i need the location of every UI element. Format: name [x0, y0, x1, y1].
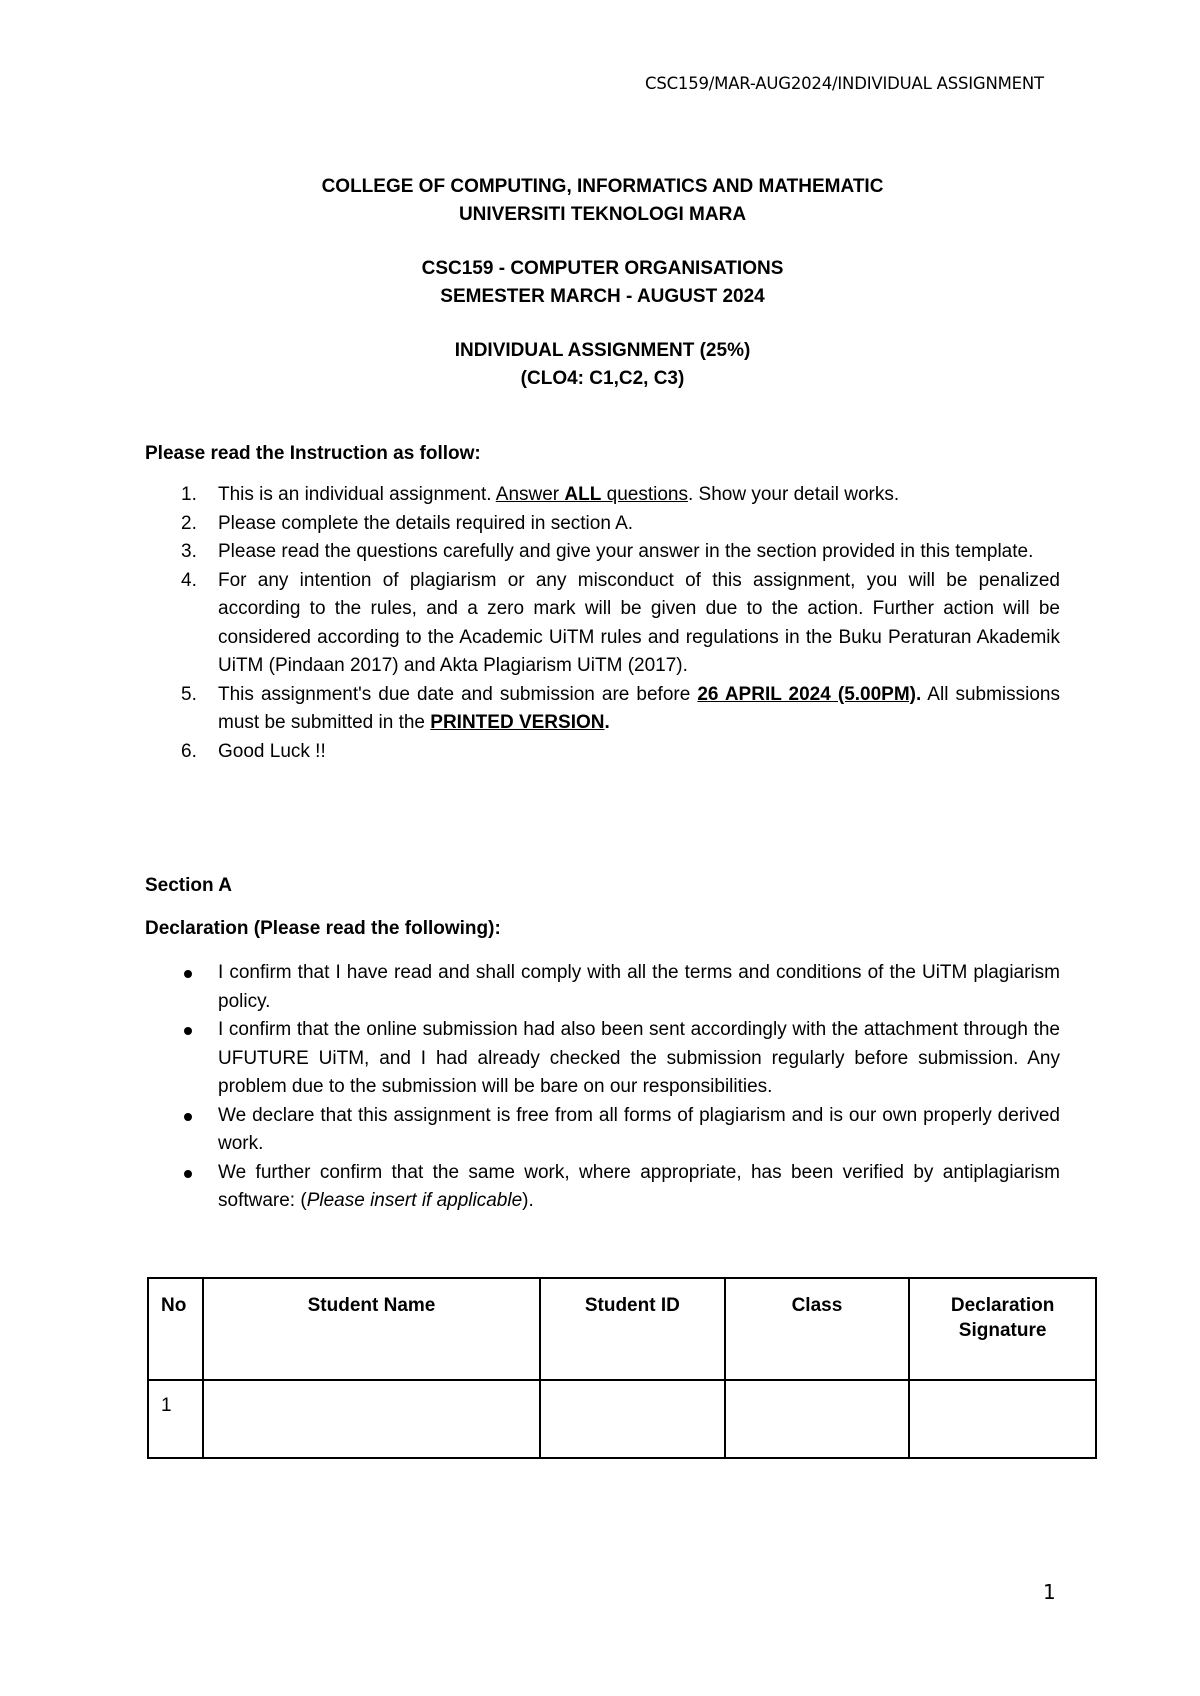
col-header-student-id: Student ID [540, 1278, 725, 1380]
cell-signature [909, 1380, 1096, 1458]
bullet-icon [184, 1170, 192, 1178]
cell-student-name [203, 1380, 540, 1458]
instruction-item: 5. This assignment's due date and submission are before 26 APRIL 2024 (5.00PM). All submissions must be submitted in the PRINTED VERSION. [181, 683, 1061, 733]
col-header-no: No [148, 1278, 203, 1380]
instruction-item: 3. Please read the questions carefully and give your answer in the section provided in this template. [181, 541, 1034, 562]
declaration-item: We declare that this assignment is free from all forms of plagiarism and is our own properly derived work. [145, 1102, 1060, 1159]
instruction-item: 4. For any intention of plagiarism or any misconduct of this assignment, you will be penalized according to the rules, and a zero mark will be given due to the action. Further action will be considered according to the Academic UiTM rules and regulations in the Buku Peraturan Akademik UiTM (Pindaan 2017) and Akta Plagiarism UiTM (2017). [181, 569, 1060, 676]
bullet-icon [184, 970, 192, 978]
assignment-title: INDIVIDUAL ASSIGNMENT (25%) [454, 340, 751, 361]
col-header-declaration-signature: Declaration Signature [909, 1278, 1096, 1380]
col-header-class: Class [725, 1278, 910, 1380]
running-header: CSC159/MAR-AUG2024/INDIVIDUAL ASSIGNMENT [645, 74, 1044, 93]
cell-no: 1 [148, 1380, 203, 1458]
table-header-row [148, 1278, 1096, 1380]
col-header-student-name: Student Name [203, 1278, 540, 1380]
instruction-item: 1. This is an individual assignment. Answer ALL questions. Show your detail works. [181, 484, 900, 505]
college-name: COLLEGE OF COMPUTING, INFORMATICS AND MATHEMATIC [321, 176, 884, 197]
document-title-block [145, 173, 1060, 393]
declarations-list [145, 959, 1060, 1216]
declaration-heading: Declaration (Please read the following): [145, 918, 501, 939]
instruction-item: 6. Good Luck !! [181, 740, 326, 762]
instructions-heading: Please read the Instruction as follow: [145, 443, 481, 464]
bullet-icon [184, 1113, 192, 1121]
section-a-title: Section A [145, 875, 232, 896]
instructions-list [145, 481, 1060, 766]
university-name: UNIVERSITI TEKNOLOGI MARA [458, 204, 747, 225]
student-declaration-table [147, 1277, 1097, 1459]
bullet-icon [184, 1027, 192, 1035]
cell-student-id [540, 1380, 725, 1458]
page-number: 1 [1043, 1580, 1056, 1604]
cell-class [725, 1380, 910, 1458]
declaration-item: I confirm that the online submission had also been sent accordingly with the attachment through the UFUTURE UiTM, and I had already checked the submission regularly before submission. Any problem due to the submission will be bare on our responsibilities. [145, 1016, 1060, 1102]
semester: SEMESTER MARCH - AUGUST 2024 [440, 286, 765, 307]
course-title: CSC159 - COMPUTER ORGANISATIONS [421, 258, 784, 279]
declaration-item: I confirm that I have read and shall comply with all the terms and conditions of the UiTM plagiarism policy. [145, 959, 1060, 1016]
clo-line: (CLO4: C1,C2, C3) [520, 368, 685, 389]
instruction-item: 2. Please complete the details required in section A. [181, 512, 634, 534]
declaration-item: We further confirm that the same work, where appropriate, has been verified by antiplagiarism software: (Please insert if applicable). [145, 1159, 1060, 1216]
table-row [148, 1380, 1096, 1458]
